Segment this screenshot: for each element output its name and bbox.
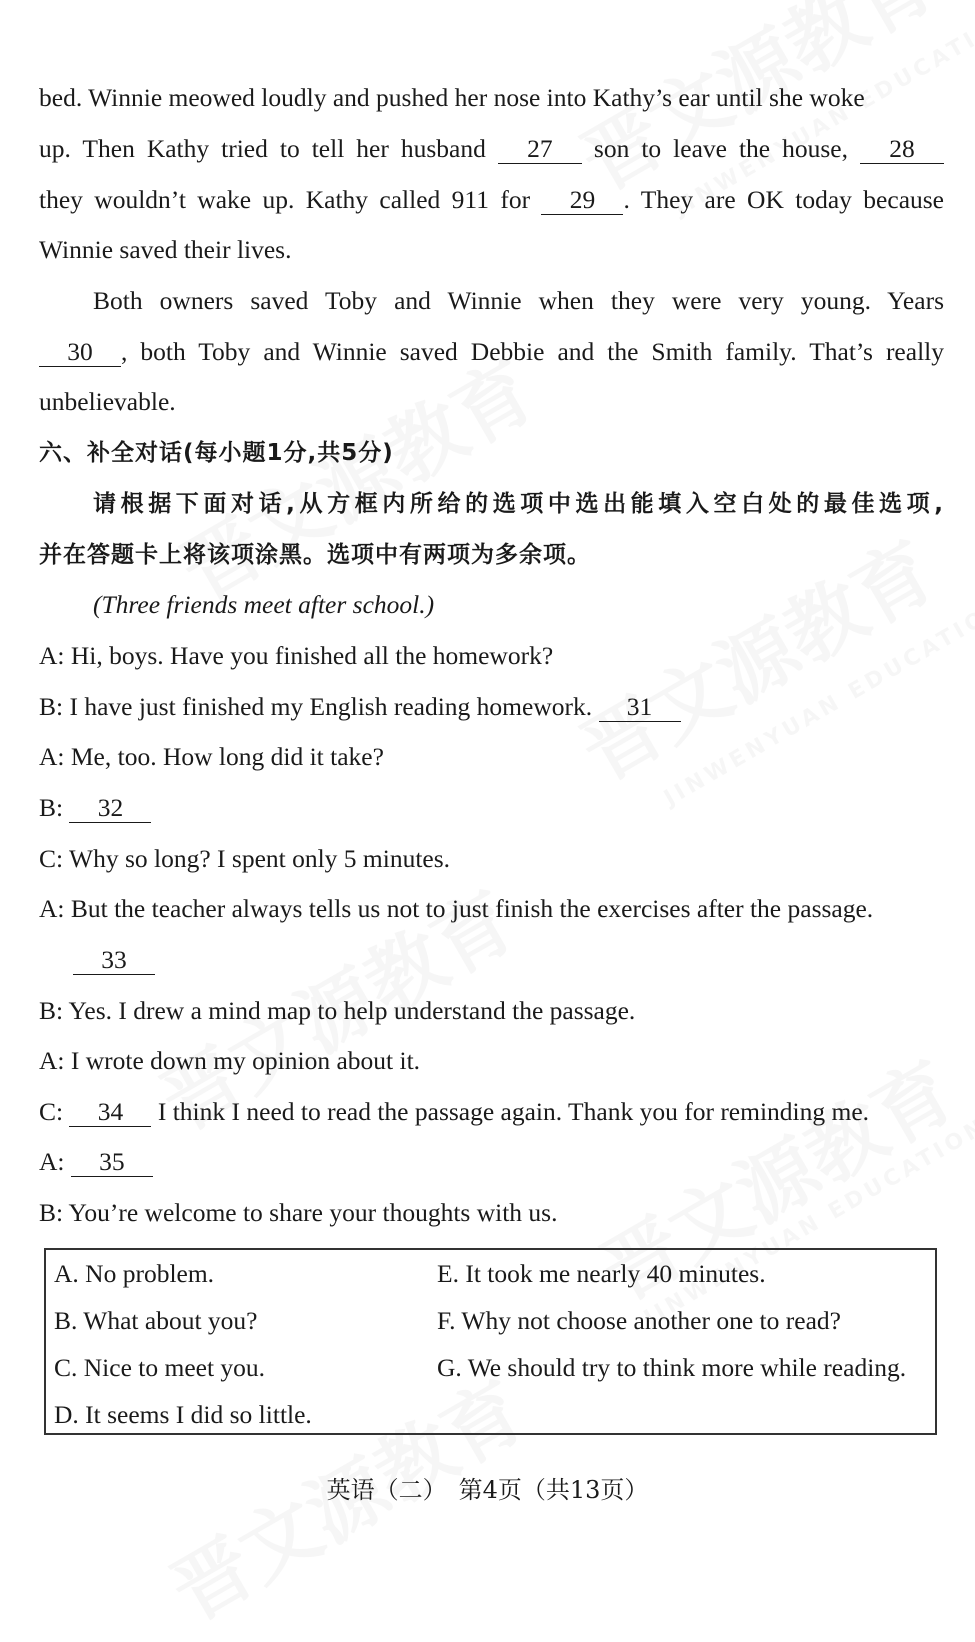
page-footer: 英语（二） 第4页（共13页） [326, 1476, 649, 1504]
dialogue-line: C: 34 I think I need to read the passage again. Thank you for reminding me. [39, 1097, 870, 1126]
passage-line: 30 , both Toby and Winnie saved Debbie and the Smith family. That’s really [39, 334, 944, 370]
option-e: E. It took me nearly 40 minutes. [437, 1259, 766, 1288]
blank-28: 28 [860, 135, 944, 164]
option-b: B. What about you? [54, 1306, 258, 1335]
scene-note: (Three friends meet after school.) [93, 590, 435, 619]
blank-29: 29 [541, 186, 623, 215]
watermark-text [158, 330, 552, 622]
passage-line: Both owners saved Toby and Winnie when they were very young. Years [93, 286, 944, 315]
passage-line: Winnie saved their lives. [39, 235, 292, 264]
passage-line: they wouldn’t wake up. Kathy called 911 for 29 . They are OK today because [39, 185, 944, 214]
blank-33: 33 [73, 946, 155, 975]
dialogue-line: B: I have just finished my English reading homework. 31 [39, 689, 944, 725]
passage-line: unbelievable. [39, 387, 176, 416]
dialogue-line [73, 942, 944, 978]
dialogue-line: A: 35 [39, 1144, 944, 1180]
dialogue-line: C: Why so long? I spent only 5 minutes. [39, 844, 451, 873]
blank-27: 27 [498, 135, 582, 164]
dialogue-line: A: Me, too. How long did it take? [39, 742, 384, 771]
blank-30: 30 [39, 338, 121, 367]
section-instructions: 并在答题卡上将该项涂黑。选项中有两项为多余项。 [39, 542, 591, 568]
passage-line: up. Then Kathy tried to tell her husband 27 son to leave the house, 28 [39, 131, 944, 167]
options-box [44, 1248, 937, 1435]
dialogue-line: A: Hi, boys. Have you finished all the homework? [39, 641, 554, 670]
dialogue-line: B: Yes. I drew a mind map to help understand the passage. [39, 996, 636, 1025]
passage-line: bed. Winnie meowed loudly and pushed her nose into Kathy’s ear until she woke [39, 83, 865, 112]
section-heading: 六、补全对话(每小题1分,共5分) [39, 440, 394, 466]
dialogue-line: B: You’re welcome to share your thoughts with us. [39, 1198, 558, 1227]
dialogue-line: A: I wrote down my opinion about it. [39, 1046, 421, 1075]
blank-35: 35 [71, 1148, 153, 1177]
option-a: A. No problem. [54, 1259, 215, 1288]
dialogue-line: B: 32 [39, 790, 944, 826]
section-instructions: 请根据下面对话,从方框内所给的选项中选出能填入空白处的最佳选项, [93, 491, 944, 517]
blank-32: 32 [69, 794, 151, 823]
blank-34: 34 [69, 1098, 151, 1127]
option-g: G. We should try to think more while reading. [437, 1353, 907, 1382]
dialogue-line: A: But the teacher always tells us not to just finish the exercises after the passage. [39, 894, 874, 923]
option-f: F. Why not choose another one to read? [437, 1306, 841, 1335]
option-d: D. It seems I did so little. [54, 1400, 312, 1429]
option-c: C. Nice to meet you. [54, 1353, 266, 1382]
blank-31: 31 [599, 693, 681, 722]
